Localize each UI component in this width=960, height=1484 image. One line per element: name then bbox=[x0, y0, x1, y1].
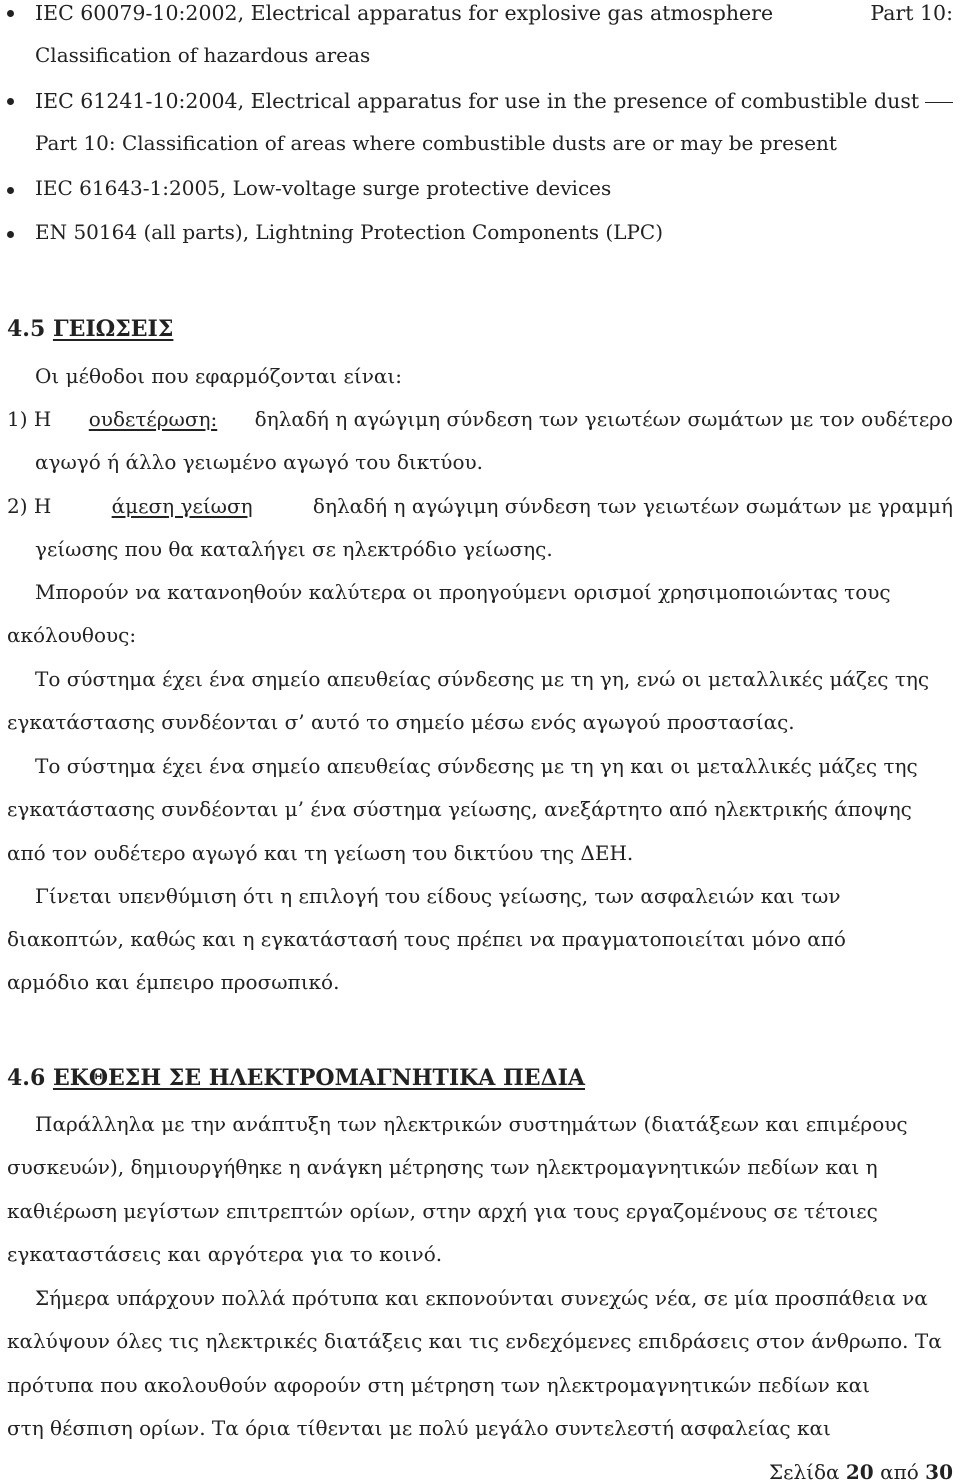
page-footer bbox=[769, 1462, 953, 1482]
paragraph-line: Παράλληλα με την ανάπτυξη των ηλεκτρικών συστημάτων (διατάξεων και επιμέρους bbox=[35, 1112, 908, 1136]
paragraph-line: διακοπτών, καθώς και η εγκατάστασή τους πρέπει να πραγματοποιείται μόνο από bbox=[7, 927, 846, 951]
paragraph-line: εγκαταστάσεις και αργότερα για το κοινό. bbox=[7, 1242, 443, 1266]
section-heading-4-5 bbox=[7, 318, 173, 340]
paragraph-line: στη θέσπιση ορίων. Τα όρια τίθενται με πολύ μεγάλο συντελεστή ασφαλείας και bbox=[7, 1416, 831, 1440]
item-text-continued: αγωγό ή άλλο γειωμένο αγωγό του δικτύου. bbox=[35, 450, 483, 474]
item-text: δηλαδή η αγώγιμη σύνδεση των γειωτέων σωμάτων με γραμμή bbox=[312, 494, 953, 518]
bullet-icon bbox=[7, 10, 14, 17]
bullet-icon bbox=[7, 231, 14, 238]
section-number: 4.5 bbox=[7, 316, 46, 342]
paragraph-line: πρότυπα που ακολουθούν αφορούν στη μέτρηση των ηλεκτρομαγνητικών πεδίων και bbox=[7, 1373, 870, 1397]
paragraph-line: καλύψουν όλες τις ηλεκτρικές διατάξεις και τις ενδεχόμενες επιδράσεις στον άνθρωπο. Τα bbox=[7, 1329, 942, 1353]
footer-middle: από bbox=[880, 1460, 919, 1484]
list-item-text: IEC 60079-10:2002, Electrical apparatus for explosive gas atmosphere bbox=[35, 1, 774, 25]
section-title: ΓΕΙΩΣΕΙΣ bbox=[52, 316, 174, 342]
item-prefix: 2) Η bbox=[7, 494, 52, 518]
list-item-text-continued: Part 10: Classification of areas where combustible dusts are or may be present bbox=[35, 131, 837, 155]
list-item-dash bbox=[925, 102, 953, 112]
item-term: άμεση γείωση bbox=[111, 494, 253, 518]
list-item-text-continued: Classification of hazardous areas bbox=[35, 43, 371, 67]
bullet-icon bbox=[7, 98, 14, 105]
paragraph-line: αρμόδιο και έμπειρο προσωπικό. bbox=[7, 970, 340, 994]
paragraph-line: καθιέρωση μεγίστων επιτρεπτών ορίων, στην αρχή για τους εργαζομένους σε τέτοιες bbox=[7, 1199, 878, 1223]
bullet-icon bbox=[7, 187, 14, 194]
item-term: ουδετέρωση: bbox=[88, 407, 218, 431]
list-item-1 bbox=[7, 409, 953, 429]
paragraph-line: Το σύστημα έχει ένα σημείο απευθείας σύνδεσης με τη γη, ενώ οι μεταλλικές μάζες της bbox=[35, 667, 930, 691]
paragraph-line: Γίνεται υπενθύμιση ότι η επιλογή του είδους γείωσης, των ασφαλειών και των bbox=[35, 884, 841, 908]
item-text: δηλαδή η αγώγιμη σύνδεση των γειωτέων σωμάτων με τον ουδέτερο bbox=[254, 407, 953, 431]
paragraph-line: Σήμερα υπάρχουν πολλά πρότυπα και εκπονούνται συνεχώς νέα, σε μία προσπάθεια να bbox=[35, 1286, 928, 1310]
list-item-text: EN 50164 (all parts), Lightning Protection Components (LPC) bbox=[35, 220, 664, 244]
paragraph-line: ακόλουθους: bbox=[7, 623, 137, 647]
section-number: 4.6 bbox=[7, 1065, 46, 1091]
list-item-2 bbox=[7, 496, 953, 516]
section-heading-4-6 bbox=[7, 1067, 585, 1089]
paragraph-line: εγκατάστασης συνδέονται σ’ αυτό το σημείο μέσω ενός αγωγού προστασίας. bbox=[7, 710, 795, 734]
paragraph-line: εγκατάστασης συνδέονται μ’ ένα σύστημα γείωσης, ανεξάρτητο από ηλεκτρικής άποψης bbox=[7, 797, 912, 821]
item-prefix: 1) Η bbox=[7, 407, 52, 431]
paragraph-line: συσκευών), δημιουργήθηκε η ανάγκη μέτρησης των ηλεκτρομαγνητικών πεδίων και η bbox=[7, 1155, 878, 1179]
paragraph-line: Μπορούν να κατανοηθούν καλύτερα οι προηγούμενι ορισμοί χρησιμοποιώντας τους bbox=[35, 580, 891, 604]
footer-page-number: 20 bbox=[845, 1460, 874, 1484]
paragraph-line: Το σύστημα έχει ένα σημείο απευθείας σύνδεσης με τη γη και οι μεταλλικές μάζες της bbox=[35, 754, 918, 778]
list-item-text-end: Part 10: bbox=[870, 1, 953, 25]
footer-prefix: Σελίδα bbox=[768, 1460, 840, 1484]
section-title: ΕΚΘΕΣΗ ΣΕ ΗΛΕΚΤΡΟΜΑΓΝΗΤΙΚΑ ΠΕΔΙΑ bbox=[52, 1065, 586, 1091]
paragraph-line: από τον ουδέτερο αγωγό και τη γείωση του δικτύου της ΔΕΗ. bbox=[7, 841, 634, 865]
list-item-text: IEC 61643-1:2005, Low-voltage surge protective devices bbox=[35, 176, 612, 200]
paragraph-intro: Οι μέθοδοι που εφαρμόζονται είναι: bbox=[35, 364, 402, 388]
list-item-text: IEC 61241-10:2004, Electrical apparatus for use in the presence of combustible dust bbox=[35, 89, 920, 113]
footer-total-pages: 30 bbox=[925, 1460, 953, 1484]
item-text-continued: γείωσης που θα καταλήγει σε ηλεκτρόδιο γείωσης. bbox=[35, 537, 553, 561]
